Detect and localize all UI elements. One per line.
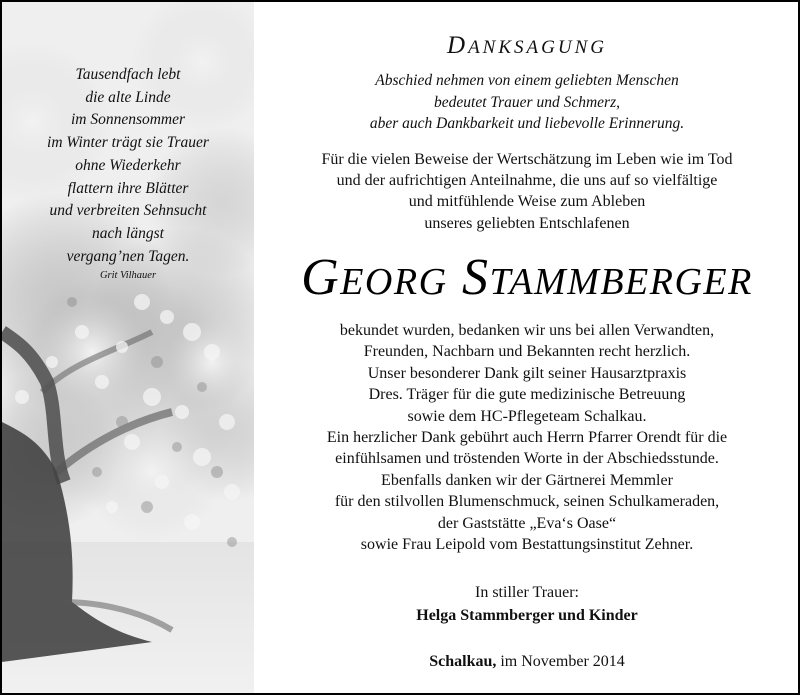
quote-line: aber auch Dankbarkeit und liebevolle Erinnerung. xyxy=(369,115,685,132)
mourning-block xyxy=(262,581,792,627)
first-name-rest: EORG xyxy=(340,261,448,303)
intro-line: und mitfühlende Weise zum Ableben xyxy=(408,193,646,211)
thanks-line: Ebenfalls danken wir der Gärtnerei Memmler xyxy=(381,471,673,489)
poem-line: und verbreiten Sehnsucht xyxy=(49,202,207,220)
poem xyxy=(2,64,254,284)
poem-line: im Sonnensommer xyxy=(70,111,186,129)
thanks-line: bekundet wurden, bedanken wir uns bei allen Verwandten, xyxy=(339,322,715,339)
poem-line: die alte Linde xyxy=(85,88,171,106)
poem-line: Tausendfach lebt xyxy=(75,66,181,83)
poem-line: vergang’nen Tagen. xyxy=(66,247,190,265)
linden-tree-image xyxy=(2,2,254,693)
last-name-initial: S xyxy=(462,249,490,306)
thanks-line: für den stilvollen Blumenschmuck, seinen Schulkameraden, xyxy=(334,493,720,511)
thanks-line: sowie Frau Leipold vom Bestattungsinstitut Zehner. xyxy=(360,536,694,554)
thanks-line: der Gaststätte „Eva‘s Oase“ xyxy=(437,514,617,532)
mourning-label: In stiller Trauer: xyxy=(475,584,579,601)
thanks-line: einfühlsamen und tröstenden Worte in der Abschiedsstunde. xyxy=(335,450,719,468)
first-name-initial: G xyxy=(301,249,341,306)
poem-line: ohne Wiederkehr xyxy=(75,156,181,174)
poem-line: nach längst xyxy=(92,224,164,242)
last-name-rest: TAMMBERGER xyxy=(489,261,753,303)
poem-line: im Winter trägt sie Trauer xyxy=(47,134,209,152)
poem-line: flattern ihre Blätter xyxy=(67,179,189,197)
mourning-family: Helga Stammberger und Kinder xyxy=(416,607,638,624)
quote xyxy=(262,70,792,135)
title-initial: D xyxy=(447,32,469,59)
quote-line: Abschied nehmen von einem geliebten Menschen xyxy=(375,72,679,89)
date: im November 2014 xyxy=(500,653,625,670)
page-title xyxy=(262,32,792,62)
thanks-line: sowie dem HC-Pflegeteam Schalkau. xyxy=(407,407,647,425)
intro-line: und der aufrichtigen Anteilnahme, die uns auf so vielfältige xyxy=(336,172,718,190)
intro-line: unseres geliebten Entschlafenen xyxy=(424,214,630,232)
poem-author: Grit Vilhauer xyxy=(99,270,157,282)
intro-paragraph xyxy=(262,149,792,234)
title-rest: ANKSAGUNG xyxy=(468,37,607,58)
thanks-line: Unser besonderer Dank gilt seiner Hausarztpraxis xyxy=(367,364,687,382)
intro-line: Für die vielen Beweise der Wertschätzung im Leben wie im Tod xyxy=(321,151,733,168)
place-date xyxy=(262,652,792,672)
place: Schalkau, xyxy=(429,653,497,670)
thanks-line: Dres. Träger für die gute medizinische Betreuung xyxy=(368,386,686,404)
deceased-name xyxy=(262,250,792,310)
thanks-line: Freunden, Nachbarn und Bekannten recht herzlich. xyxy=(363,343,691,361)
thanks-line: Ein herzlicher Dank gebührt auch Herrn Pfarrer Orendt für die xyxy=(326,429,728,447)
quote-line: bedeutet Trauer und Schmerz, xyxy=(434,93,620,111)
thanks-paragraph xyxy=(262,320,792,555)
